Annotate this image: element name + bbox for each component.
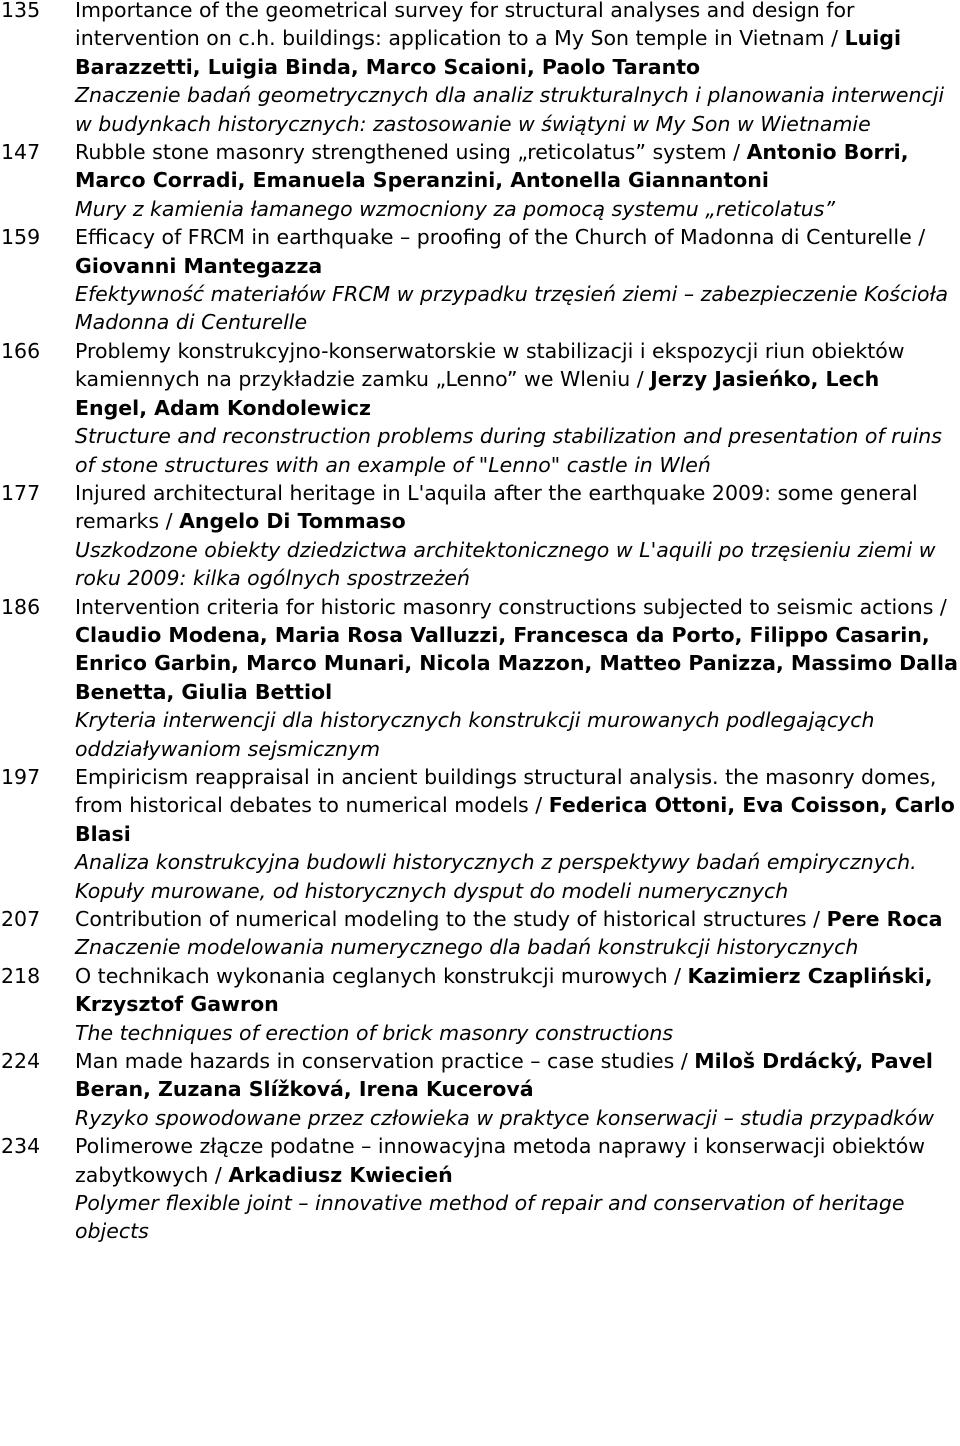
entry-title: Contribution of numerical modeling to the study of historical structures / — [75, 907, 821, 931]
entry-title-line — [75, 479, 958, 536]
page-number: 135 — [1, 0, 41, 22]
toc-entry — [0, 479, 960, 593]
toc-entry — [0, 763, 960, 905]
entry-authors: Arkadiusz Kwiecień — [228, 1162, 453, 1187]
entry-translation: Mury z kamienia łamanego wzmocniony za pomocą systemu „reticolatus” — [75, 196, 836, 221]
toc-entry — [0, 905, 960, 962]
entry-translation: Ryzyko spowodowane przez człowieka w praktyce konserwacji – studia przypadków — [75, 1105, 935, 1130]
page-number: 177 — [1, 480, 41, 505]
entry-translation: Polymer flexible joint – innovative method of repair and conservation of heritage objects — [75, 1191, 905, 1244]
entry-body — [75, 337, 960, 479]
entry-body — [75, 223, 960, 337]
entry-title-line — [75, 962, 958, 1019]
entry-title: Injured architectural heritage in L'aquila after the earthquake 2009: some general remarks / — [75, 480, 918, 534]
entry-title: Efficacy of FRCM in earthquake – proofing of the Church of Madonna di Centurelle / — [75, 225, 926, 250]
entry-authors: Pere Roca — [826, 907, 943, 931]
entry-translation: Structure and reconstruction problems during stabilization and presentation of ruins of stone structures with an example of "Lenno" castle in Wleń — [75, 424, 942, 477]
entry-authors: Claudio Modena, Maria Rosa Valluzzi, Francesca da Porto, Filippo Casarin, Enrico Garbin, Marco Munari, Nicola Mazzon, Matteo Panizza, Massimo Dalla Benetta, Giulia Bettiol — [75, 622, 958, 704]
entry-title: Rubble stone masonry strengthened using „reticolatus” system / — [75, 140, 741, 165]
page-number: 159 — [1, 225, 41, 250]
toc-entry — [0, 0, 960, 138]
entry-body — [75, 0, 960, 138]
page-number: 147 — [1, 140, 41, 165]
page-number: 166 — [1, 338, 41, 363]
entry-translation: Znaczenie badań geometrycznych dla analiz strukturalnych i planowania interwencji w budynkach historycznych: zastosowanie w świątyni w My Son w Wietnamie — [75, 83, 945, 136]
entry-title-line — [75, 763, 958, 848]
entry-title: Importance of the geometrical survey for structural analyses and design for intervention on c.h. buildings: application to a My Son temple in Vietnam / — [75, 0, 855, 51]
entry-authors: Kazimierz Czapliński, Krzysztof Gawron — [75, 963, 933, 1017]
entry-title: Problemy konstrukcyjno-konserwatorskie w stabilizacji i ekspozycji riun obiektów kamiennych na przykładzie zamku „Lenno” we Wleniu / — [75, 338, 905, 392]
page-number: 186 — [1, 594, 41, 619]
entry-body — [75, 763, 960, 905]
entry-title-line — [75, 138, 958, 195]
page-number: 218 — [1, 963, 41, 988]
entry-authors: Angelo Di Tommaso — [179, 509, 406, 534]
entry-title-line — [75, 1132, 958, 1189]
entry-body — [75, 593, 960, 763]
entry-translation: The techniques of erection of brick masonry constructions — [75, 1020, 674, 1045]
entry-title: Intervention criteria for historic masonry constructions subjected to seismic actions / — [75, 594, 947, 619]
entry-title: Man made hazards in conservation practice – case studies / — [75, 1049, 688, 1074]
toc-entry — [0, 337, 960, 479]
entry-title-line — [75, 223, 958, 280]
entry-authors: Miloš Drdácký, Pavel Beran, Zuzana Slížková, Irena Kucerová — [75, 1049, 933, 1102]
entry-title: Polimerowe złącze podatne – innowacyjna metoda naprawy i konserwacji obiektów zabytkowych / — [75, 1134, 926, 1187]
entry-body — [75, 962, 960, 1047]
page-number: 207 — [1, 907, 41, 931]
entry-title: O technikach wykonania ceglanych konstrukcji murowych / — [75, 963, 682, 988]
toc-entry — [0, 593, 960, 763]
toc-entry — [0, 1047, 960, 1132]
entry-title-line — [75, 593, 958, 707]
entry-authors: Federica Ottoni, Eva Coisson, Carlo Blasi — [75, 793, 955, 846]
toc-entry — [0, 962, 960, 1047]
entry-title: Empiricism reappraisal in ancient buildings structural analysis. the masonry domes, from historical debates to numerical models / — [75, 764, 937, 818]
entry-body — [75, 1132, 960, 1246]
entry-body — [75, 905, 960, 962]
entry-translation: Analiza konstrukcyjna budowli historycznych z perspektywy badań empirycznych. Kopuły murowane, od historycznych dysput do modeli numerycznych — [75, 850, 917, 903]
toc-entry — [0, 223, 960, 337]
entry-title-line — [75, 1047, 958, 1104]
page-number: 234 — [1, 1134, 41, 1159]
page-number: 197 — [1, 764, 41, 789]
entry-authors: Jerzy Jasieńko, Lech Engel, Adam Kondolewicz — [75, 367, 880, 420]
entry-translation: Efektywność materiałów FRCM w przypadku trzęsień ziemi – zabezpieczenie Kościoła Madonna di Centurelle — [75, 282, 949, 335]
entry-translation: Znaczenie modelowania numerycznego dla badań konstrukcji historycznych — [75, 935, 859, 960]
entry-body — [75, 479, 960, 593]
entry-authors: Luigi Barazzetti, Luigia Binda, Marco Scaioni, Paolo Taranto — [75, 26, 901, 79]
entry-translation: Kryteria interwencji dla historycznych konstrukcji murowanych podlegających oddziaływaniom sejsmicznym — [75, 708, 875, 761]
entry-title-line — [75, 905, 958, 933]
page-number: 224 — [1, 1049, 41, 1074]
entry-body — [75, 1047, 960, 1132]
toc-entry — [0, 138, 960, 223]
entry-authors: Giovanni Mantegazza — [75, 253, 323, 278]
entry-translation: Uszkodzone obiekty dziedzictwa architektonicznego w L'aquili po trzęsieniu ziemi w roku 2009: kilka ogólnych spostrzeżeń — [75, 537, 936, 591]
entry-title-line — [75, 0, 958, 81]
toc-entry — [0, 1132, 960, 1246]
entry-body — [75, 138, 960, 223]
entry-title-line — [75, 337, 958, 422]
entry-authors: Antonio Borri, Marco Corradi, Emanuela Speranzini, Antonella Giannantoni — [75, 140, 909, 193]
